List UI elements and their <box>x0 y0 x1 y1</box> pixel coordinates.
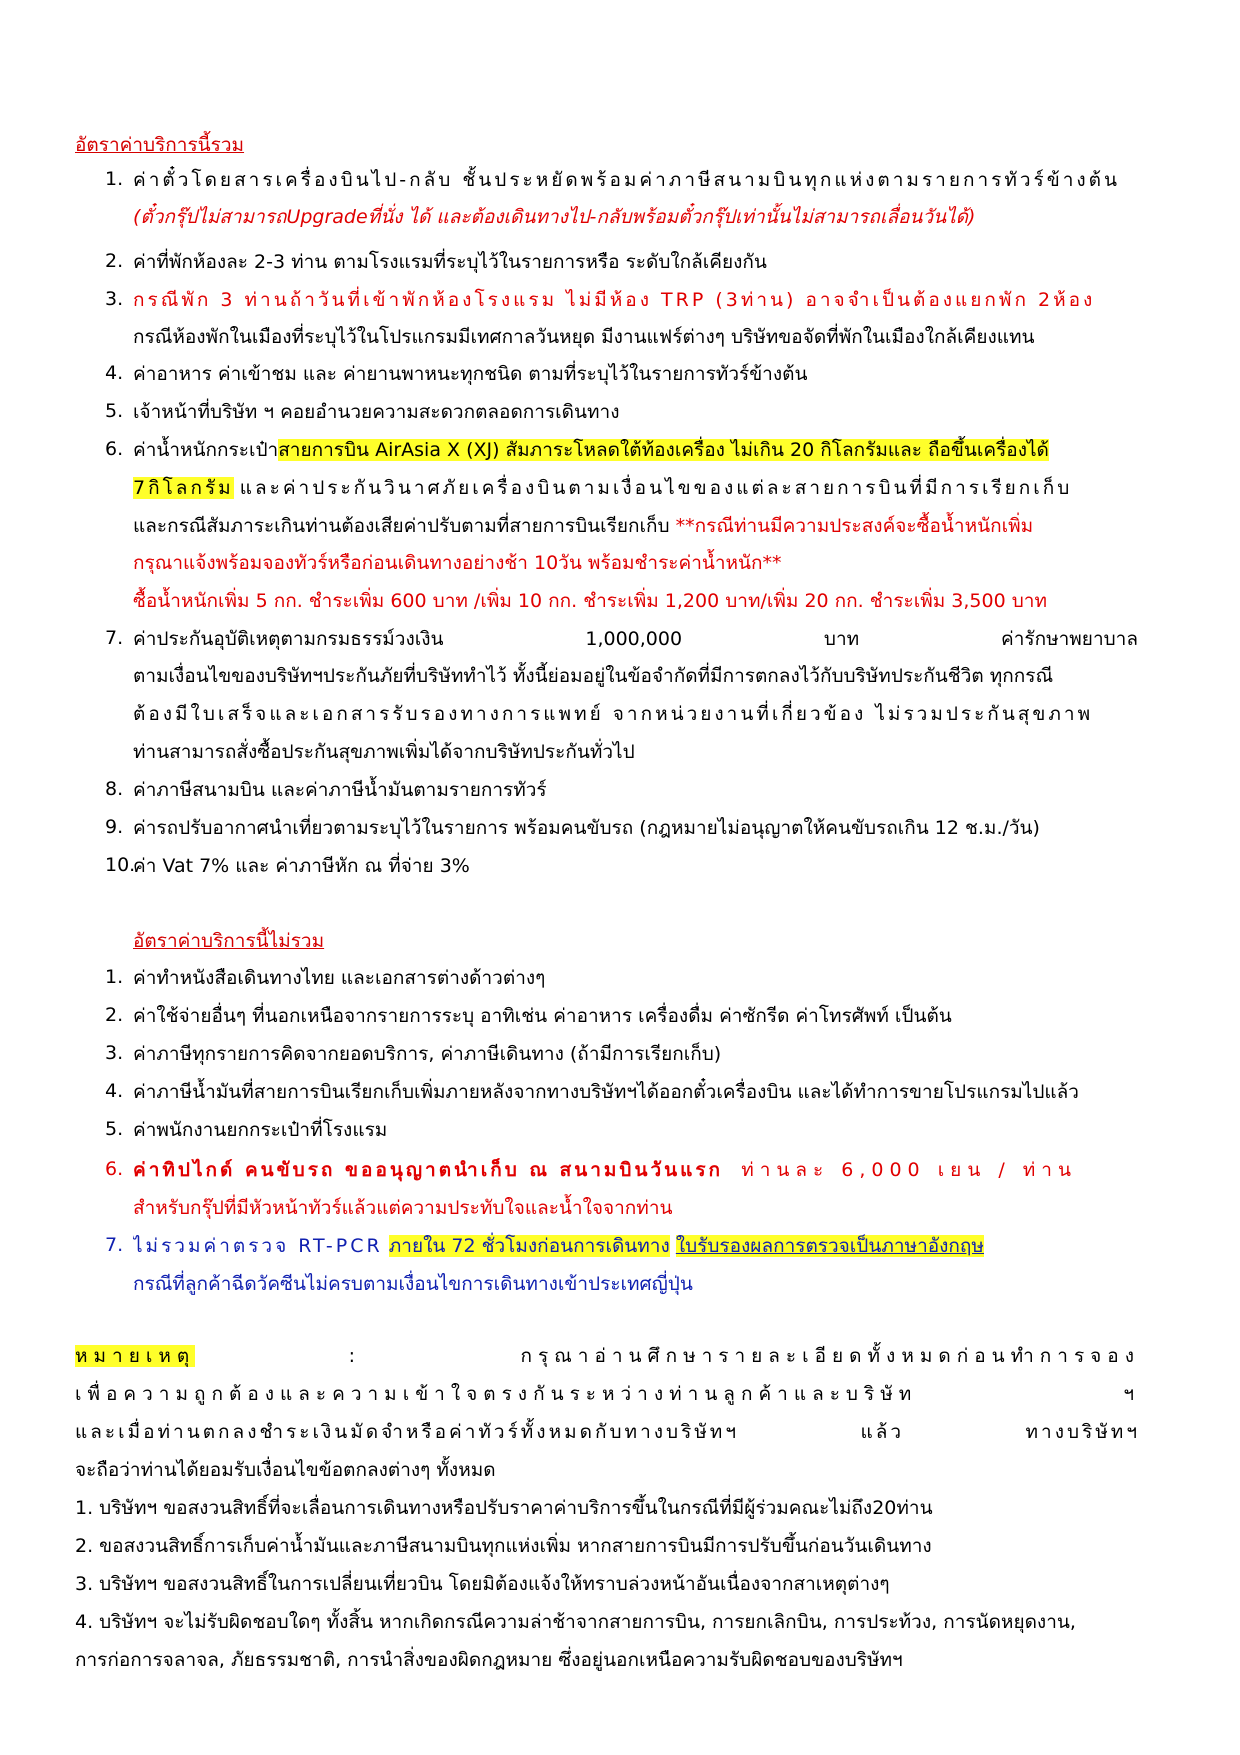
excluded-item-7-line-1 <box>133 1232 1138 1260</box>
included-item-9-num: 9. <box>105 816 124 838</box>
included-item-4-line-1: ค่าอาหาร ค่าเข้าชม และ ค่ายานพาหนะทุกชนิด ตามที่ระบุไว้ในรายการทัวร์ข้างต้น <box>133 363 808 385</box>
notes-item-3: 3. บริษัทฯ ขอสงวนสิทธิ์ในการเปลี่ยนเที่ยวบิน โดยมิต้องแจ้งให้ทราบล่วงหน้าอันเนื่องจากสาเหตุต่างๆ <box>75 1573 890 1595</box>
included-item-7-line-1: ค่าประกันอุบัติเหตุตามกรมธรรม์วงเงิน 1,000,000 บาท ค่ารักษาพยาบาล <box>133 628 1138 650</box>
included-item-7-line-4: ท่านสามารถสั่งซื้อประกันสุขภาพเพิ่มได้จากบริษัทประกันทั่วไป <box>133 741 635 763</box>
included-item-6-line-5: ซื้อน้ำหนักเพิ่ม 5 กก. ชำระเพิ่ม 600 บาท /เพิ่ม 10 กก. ชำระเพิ่ม 1,200 บาท/เพิ่ม 20 กก. ชำระเพิ่ม 3,500 บาท <box>133 590 1047 612</box>
included-item-6-line-1 <box>133 436 1138 464</box>
notes-line-2: เพื่อความถูกต้องและความเข้าใจตรงกันระหว่างท่านลูกค้าและบริษัท ฯ <box>75 1383 1140 1405</box>
excluded-item-3-num: 3. <box>105 1042 124 1064</box>
notes-line-4: จะถือว่าท่านได้ยอมรับเงื่อนไขข้อตกลงต่างๆ ทั้งหมด <box>75 1459 496 1481</box>
notes-line-3: และเมื่อท่านตกลงชำระเงินมัดจำหรือค่าทัวร์ทั้งหมดกับทางบริษัทฯ แล้ว ทางบริษัทฯ <box>75 1421 1140 1443</box>
included-item-7-line-2: ตามเงื่อนไขของบริษัทฯประกันภัยที่บริษัททำไว้ ทั้งนี้ย่อมอยู่ในข้อจำกัดที่มีการตกลงไว้กับบริษัทประกันชีวิต ทุกกรณี <box>133 665 1054 687</box>
included-item-2-line-1: ค่าที่พักห้องละ 2-3 ท่าน ตามโรงแรมที่ระบุไว้ในรายการหรือ ระดับใกล้เคียงกัน <box>133 251 767 273</box>
included-title: อัตราค่าบริการนี้รวม <box>75 134 245 156</box>
notes-intro: : กรุณาอ่านศึกษารายละเอียดทั้งหมดก่อนทำการจอง <box>348 1345 1140 1367</box>
notes-line-1 <box>75 1342 1140 1370</box>
excluded-item-6-num: 6. <box>105 1158 124 1180</box>
notes-item-4: 4. บริษัทฯ จะไม่รับผิดชอบใดๆ ทั้งสิ้น หากเกิดกรณีความล่าช้าจากสายการบิน, การยกเลิกบิน, การประท้วง, การนัดหยุดงาน, <box>75 1611 1076 1633</box>
included-item-7-line-3: ต้องมีใบเสร็จและเอกสารรับรองทางการแพทย์ จากหน่วยงานที่เกี่ยวข้อง ไม่รวมประกันสุขภาพ <box>133 703 1094 725</box>
excluded-item-7-line-2: กรณีที่ลูกค้าฉีดวัคซีนไม่ครบตามเงื่อนไขการเดินทางเข้าประเทศญี่ปุ่น <box>133 1273 693 1295</box>
excluded-item-6-line-2: สำหรับกรุ๊ปที่มีหัวหน้าทัวร์แล้วแต่ความประทับใจและน้ำใจจากท่าน <box>133 1197 673 1219</box>
included-item-6-num: 6. <box>105 438 124 460</box>
rtpcr-72h-highlight: ภายใน 72 ชั่วโมงก่อนการเดินทาง <box>388 1235 670 1257</box>
included-item-4-num: 4. <box>105 362 124 384</box>
excluded-item-7-num: 7. <box>105 1234 124 1256</box>
notes-item-4-cont: การก่อการจลาจล, ภัยธรรมชาติ, การนำสิ่งของผิดกฎหมาย ซึ่งอยู่นอกเหนือความรับผิดชอบของบริษัทฯ <box>75 1649 903 1671</box>
baggage-airasia-highlight: สายการบิน AirAsia X (XJ) สัมภาระโหลดใต้ท้องเครื่อง ไม่เกิน 20 กิโลกรัมและ ถือขึ้นเครื่องได้ <box>278 439 1049 461</box>
excluded-item-3-line-1: ค่าภาษีทุกรายการคิดจากยอดบริการ, ค่าภาษีเดินทาง (ถ้ามีการเรียกเก็บ) <box>133 1043 722 1065</box>
included-item-3-line-2: กรณีห้องพักในเมืองที่ระบุไว้ในโปรแกรมมีเทศกาลวันหยุด มีงานแฟร์ต่างๆ บริษัทขอจัดที่พักในเมืองใกล้เคียงแทน <box>133 326 1035 348</box>
included-item-6-line-3 <box>133 512 1138 540</box>
tip-guide-text: ค่าทิปไกด์ คนขับรถ ขออนุญาตนำเก็บ ณ สนามบินวันแรก <box>133 1159 724 1181</box>
tip-amount-text: ท่านละ 6,000 เยน / ท่าน <box>741 1159 1077 1181</box>
included-item-6-line-4: กรุณาแจ้งพร้อมจองทัวร์หรือก่อนเดินทางอย่างช้า 10วัน พร้อมชำระค่าน้ำหนัก** <box>133 552 782 574</box>
excluded-item-5-line-1: ค่าพนักงานยกกระเป๋าที่โรงแรม <box>133 1119 388 1141</box>
excluded-item-2-line-1: ค่าใช้จ่ายอื่นๆ ที่นอกเหนือจากรายการระบุ อาทิเช่น ค่าอาหาร เครื่องดื่ม ค่าซักรีด ค่าโทรศัพท์ เป็นต้น <box>133 1005 952 1027</box>
included-item-9-line-1: ค่ารถปรับอากาศนำเที่ยวตามระบุไว้ในรายการ พร้อมคนขับรถ (กฎหมายไม่อนุญาตให้คนขับรถเกิน 12 ช.ม./วัน) <box>133 817 1040 839</box>
excluded-item-6-line-1 <box>133 1156 1138 1184</box>
excluded-item-5-num: 5. <box>105 1118 124 1140</box>
included-item-3-line-1: กรณีพัก 3 ท่านถ้าวันที่เข้าพักห้องโรงแรม ไม่มีห้อง TRP (3ท่าน) อาจจำเป็นต้องแยกพัก 2ห้อง <box>133 289 1096 311</box>
notes-item-2: 2. ขอสงวนสิทธิ์การเก็บค่าน้ำมันและภาษีสนามบินทุกแห่งเพิ่ม หากสายการบินมีการปรับขึ้นก่อนวันเดินทาง <box>75 1535 932 1557</box>
included-item-1-line-1: ค่าตั๋วโดยสารเครื่องบินไป-กลับ ชั้นประหยัดพร้อมค่าภาษีสนามบินทุกแห่งตามรายการทัวร์ข้างต้น <box>133 169 1120 191</box>
included-item-1-line-2: (ตั๋วกรุ๊ปไม่สามารถUpgradeที่นั่ง ได้ และต้องเดินทางไป-กลับพร้อมตั๋วกรุ๊ปเท่านั้นไม่สามารถเลื่อนวันได้) <box>133 206 976 228</box>
baggage-insurance-text: และค่าประกันวินาศภัยเครื่องบินตามเงื่อนไขของแต่ละสายการบินที่มีการเรียกเก็บ <box>239 477 1073 499</box>
excluded-item-1-num: 1. <box>105 966 124 988</box>
included-item-10-line-1: ค่า Vat 7% และ ค่าภาษีหัก ณ ที่จ่าย 3% <box>133 855 470 877</box>
included-item-10-num: 10. <box>105 854 136 876</box>
excluded-title: อัตราค่าบริการนี้ไม่รวม <box>133 930 325 952</box>
baggage-buy-extra-note: **กรณีท่านมีความประสงค์จะซื้อน้ำหนักเพิ่ม <box>675 515 1034 537</box>
baggage-7kg-highlight: 7กิโลกรัม <box>133 477 234 499</box>
included-item-8-line-1: ค่าภาษีสนามบิน และค่าภาษีน้ำมันตามรายการทัวร์ <box>133 779 547 801</box>
included-item-6-line-2 <box>133 474 1138 502</box>
excluded-item-4-num: 4. <box>105 1080 124 1102</box>
included-item-5-line-1: เจ้าหน้าที่บริษัท ฯ คอยอำนวยความสะดวกตลอดการเดินทาง <box>133 401 620 423</box>
notes-label: หมายเหตุ <box>75 1345 196 1367</box>
baggage-overweight-text: และกรณีสัมภาระเกินท่านต้องเสียค่าปรับตามที่สายการบินเรียกเก็บ <box>133 515 670 537</box>
excluded-item-4-line-1: ค่าภาษีน้ำมันที่สายการบินเรียกเก็บเพิ่มภายหลังจากทางบริษัทฯได้ออกตั๋วเครื่องบิน และได้ทำการขายโปรแกรมไปแล้ว <box>133 1081 1079 1103</box>
excluded-item-2-num: 2. <box>105 1004 124 1026</box>
rtpcr-text: ไม่รวมค่าตรวจ RT-PCR <box>133 1235 383 1257</box>
included-item-8-num: 8. <box>105 778 124 800</box>
included-item-2-num: 2. <box>105 250 124 272</box>
notes-item-1: 1. บริษัทฯ ขอสงวนสิทธิ์ที่จะเลื่อนการเดินทางหรือปรับราคาค่าบริการขึ้นในกรณีที่มีผู้ร่วมคณะไม่ถึง20ท่าน <box>75 1497 933 1519</box>
excluded-item-1-line-1: ค่าทำหนังสือเดินทางไทย และเอกสารต่างด้าวต่างๆ <box>133 967 546 989</box>
included-item-5-num: 5. <box>105 400 124 422</box>
baggage-label: ค่าน้ำหนักกระเป๋า <box>133 439 279 461</box>
rtpcr-certificate-highlight: ใบรับรองผลการตรวจเป็นภาษาอังกฤษ <box>675 1235 984 1257</box>
included-item-7-num: 7. <box>105 627 124 649</box>
included-item-1-num: 1. <box>105 168 124 190</box>
included-item-3-num: 3. <box>105 288 124 310</box>
